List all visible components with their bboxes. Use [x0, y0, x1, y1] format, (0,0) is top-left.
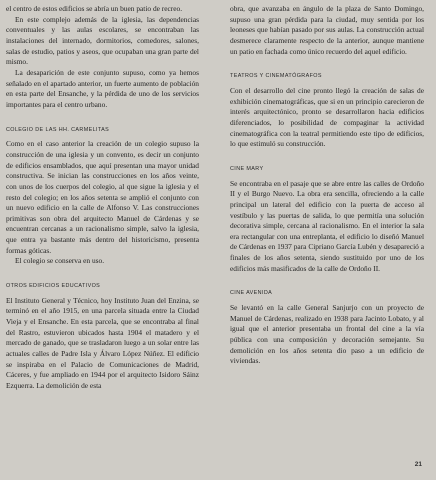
section-heading: TEATROS Y CINEMATÓGRAFOS: [230, 73, 322, 80]
paragraph: La desaparición de este conjunto supuso, como ya hemos señalado en el apartado anterior, un fuerte aumento de población en esta parte del Ensanche, y la pérdida de uno de los servicios importantes para el centro urbano.: [6, 67, 199, 109]
paragraph: el centro de estos edificios se abría un buen patio de recreo.: [6, 4, 183, 13]
paragraph: Se encontraba en el pasaje que se abre entre las calles de Ordoño II y el Burgo Nuevo. La obra era sencilla, ofreciendo a la calle principal un lateral del edificio con la puerta de acceso al vestíbulo y las puertas de salida, lo que permitía una solución decorativa simple, cercana al racionalismo. En el interior la sala era rectangular con una entreplanta, el edificio lo diseñó Manuel de Cárdenas en 1937 para Cipriano García Lubén y desapareció a finales de los años setenta, siendo sustituido por uno de los edificios más masificados de la calle de Ordoño II.: [230, 178, 424, 273]
section-heading: CINE MARY: [230, 165, 264, 172]
right-column: [230, 4, 424, 367]
paragraph: El Instituto General y Técnico, hoy Instituto Juan del Enzina, se terminó en el año 1915, en una parcela situada entre la Ciudad Vieja y el Ensanche. En esta parcela, que se encontraba al final del Rastro, estuvieron ubicados hasta 1904 el matadero y el mercado de ganado, que se trasladaron luego a un solar entre las actuales calles de Padre Isla y Álvaro López Núñez. El edificio se inspiraba en el Palacio de Comunicaciones de Madrid, Cáceres, y fue ampliado en 1944 por el arquitecto Isidoro Sáinz Ezquerra. La demolición de esta: [6, 295, 199, 390]
section-heading: OTROS EDIFICIOS EDUCATIVOS: [6, 283, 101, 290]
paragraph: El colegio se conserva en uso.: [15, 256, 105, 266]
paragraph: En este complejo además de la iglesia, las dependencias conventuales y las aulas escolares, se encontraban las instalaciones del internado, dormitorios, comedores, salones, salas de estudio, patios y aseos, que ocupaban una gran parte del mismo.: [6, 14, 199, 67]
page-number: 21: [414, 461, 422, 468]
paragraph: Como en el caso anterior la creación de un colegio supuso la construcción de una iglesia y un convento, es decir un conjunto de edificios ensamblados, que aquí presentan una mayor unidad constructiva. Se inician las construcciones en los años veinte, con unos de los cuerpos del colegio, al que sigue la iglesia y el resto del colegio; en los años setenta se amplió el conjunto con un nuevo edificio en la calle de Alfonso V. Las construcciones primitivas son obra del arquitecto Manuel de Cárdenas y se encuentran cercanas a un racionalismo simple, salvo la iglesia, que entra ya bastante más dentro del historicismo, presenta formas góticas.: [6, 139, 199, 255]
left-column: [6, 4, 199, 392]
paragraph: obra, que avanzaba en ángulo de la plaza de Santo Domingo, supuso una gran pérdida para la ciudad, muy sentida por los leoneses que habían pasado por sus aulas. La construcción actual desmerece claramente respecto de la anterior, aunque mantiene un patio en fachada como único recuerdo del aquel edificio.: [230, 4, 424, 56]
section-heading: COLEGIO DE LAS HH. CARMELITAS: [6, 126, 110, 133]
paragraph: Se levantó en la calle General Sanjurjo con un proyecto de Manuel de Cárdenas, realizado en 1938 para Jacinto Lobato, y al igual que el anterior presentaba un frontal del cine a la vía pública con una composición y decoración semejante. Su demolición en los años setenta dio paso a un edificio de viviendas.: [230, 303, 424, 366]
section-heading: CINE AVENIDA: [230, 290, 273, 297]
paragraph: Con el desarrollo del cine pronto llegó la creación de salas de exhibición cinematográficas, que si en un principio carecieron de interés arquitectónico, pronto se desarrollaron hacia edificios diferenciados, lo posibilidad de compaginar la actividad cinematográfica con la teatral permitiendo este tipo de edificios, lo que estimuló su construcción.: [230, 85, 424, 149]
